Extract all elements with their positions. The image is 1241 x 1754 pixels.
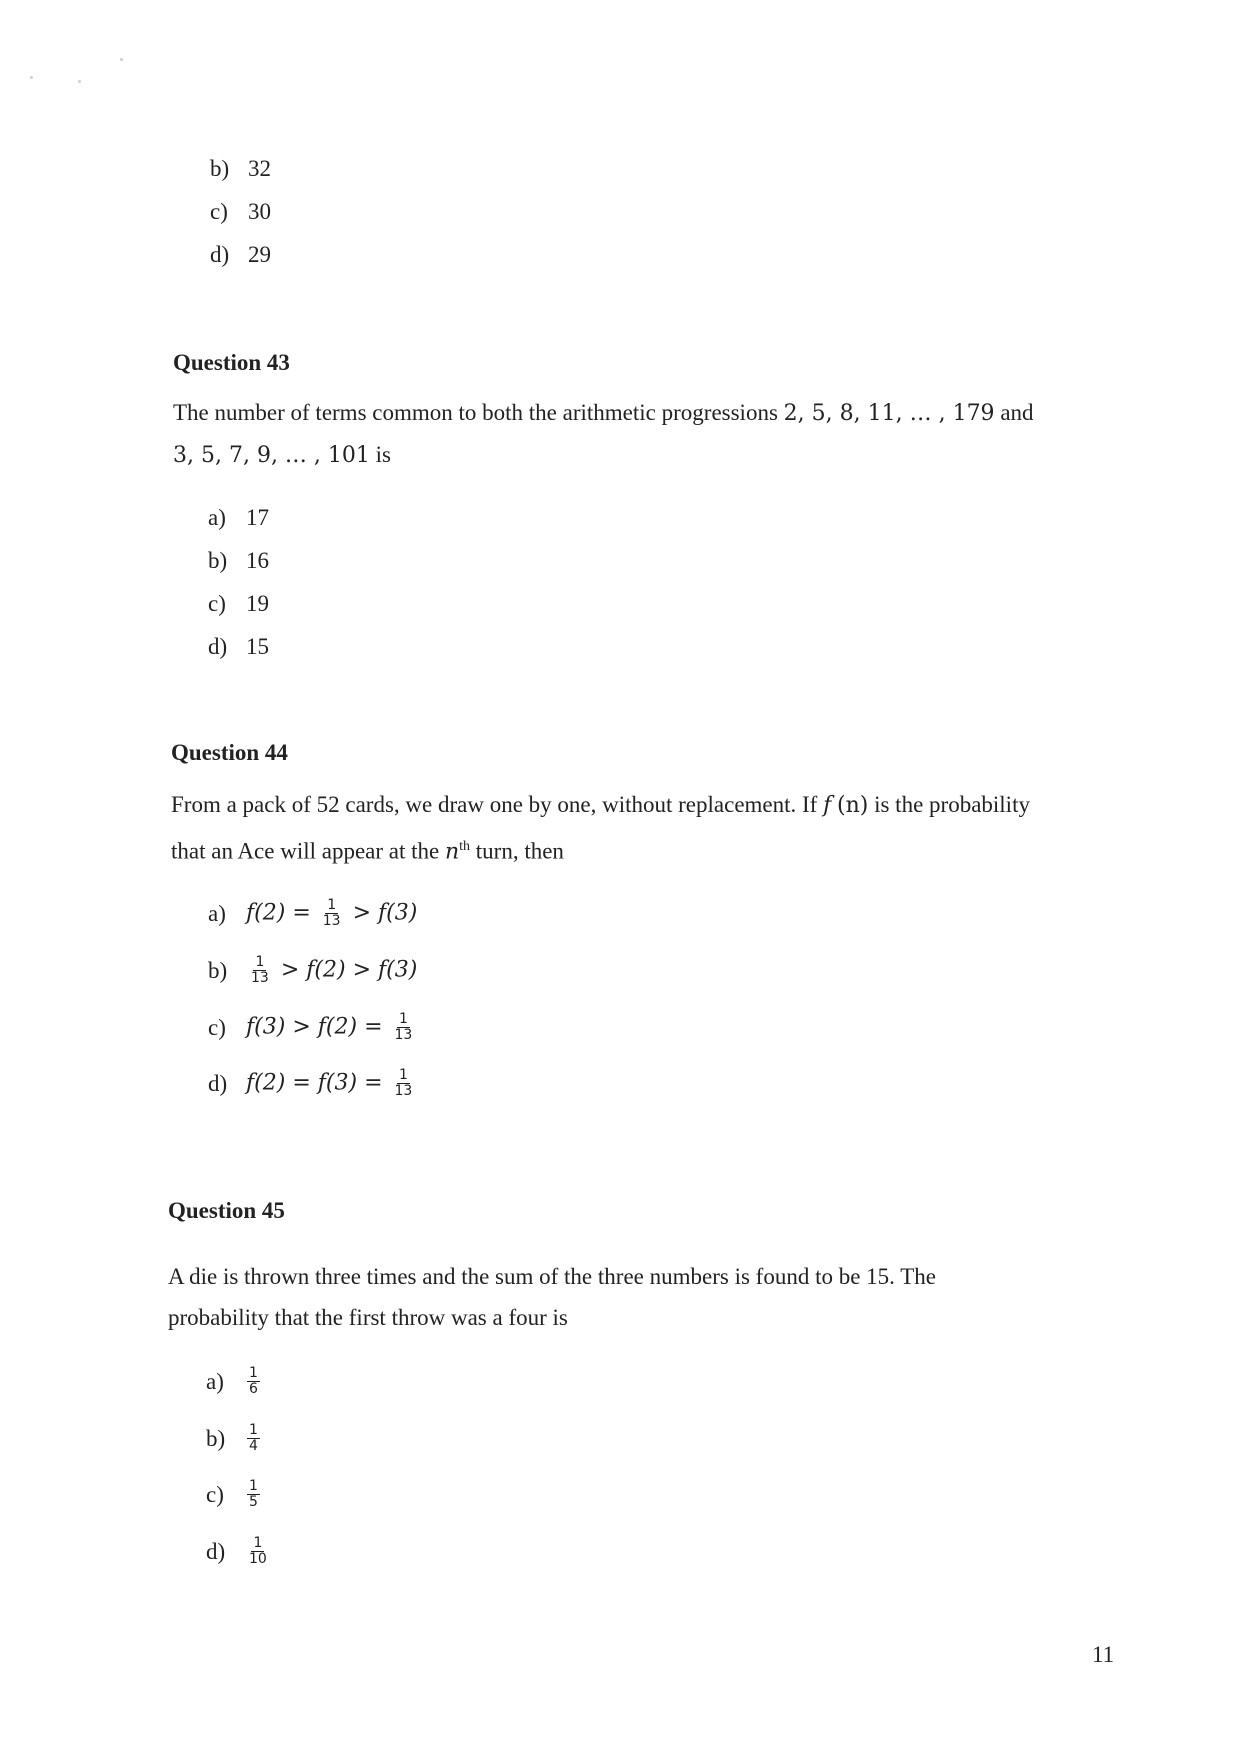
question-text: A die is thrown three times and the sum of the three numbers is found to be 15. The <box>168 1264 937 1289</box>
superscript: th <box>459 839 471 854</box>
math-term: f(3) <box>378 957 418 983</box>
question-text: is <box>369 442 391 467</box>
math-operator: > <box>280 957 300 983</box>
option-label: c) <box>208 1014 226 1040</box>
fraction-denominator: 13 <box>394 1027 413 1043</box>
option-label: d) <box>208 634 228 659</box>
math-term: f(3) <box>378 900 418 926</box>
option-value: 30 <box>248 199 271 224</box>
question-text: From a pack of 52 cards, we draw one by one, without replacement. If <box>171 792 824 817</box>
option-label: c) <box>208 591 226 616</box>
question-43-text <box>173 392 1133 476</box>
math-term: f(2) <box>246 900 286 926</box>
option-label: b) <box>210 156 230 181</box>
option-label: b) <box>206 1425 226 1451</box>
option-d <box>206 1536 272 1567</box>
math-term: f(2) <box>246 1070 286 1096</box>
fraction-numerator: 1 <box>327 897 337 913</box>
option-d <box>208 1068 417 1099</box>
option-c <box>210 199 271 225</box>
option-b <box>210 156 271 182</box>
fraction-denominator: 13 <box>322 913 341 929</box>
math-term: f(2) <box>306 957 346 983</box>
option-d <box>210 242 271 268</box>
question-44-title: Question 44 <box>171 740 288 765</box>
option-value: 29 <box>248 242 271 267</box>
math-f: f <box>823 793 832 818</box>
scan-speck <box>120 58 123 61</box>
option-b <box>208 548 269 574</box>
option-b <box>208 955 417 986</box>
math-term: f(2) <box>317 1014 358 1040</box>
option-label: d) <box>210 242 230 267</box>
scan-speck <box>78 80 81 83</box>
option-a <box>208 898 417 929</box>
math-operator: = <box>364 1070 383 1096</box>
math-term: f(3) <box>317 1070 358 1096</box>
option-label: a) <box>206 1368 224 1394</box>
option-formula <box>246 955 417 986</box>
option-value: 19 <box>246 591 269 616</box>
fraction-numerator: 1 <box>249 1478 258 1494</box>
fraction <box>393 1012 415 1043</box>
fraction-numerator: 1 <box>255 954 265 970</box>
math-operator: = <box>292 1070 311 1096</box>
option-d <box>208 634 269 660</box>
question-text: turn, then <box>470 838 564 864</box>
fraction-numerator: 1 <box>253 1535 263 1551</box>
fraction <box>247 1423 260 1454</box>
option-label: a) <box>208 900 226 926</box>
fraction-denominator: 13 <box>394 1083 413 1099</box>
option-b <box>206 1423 263 1454</box>
fraction-denominator: 5 <box>249 1494 258 1510</box>
question-44-text <box>171 784 1171 873</box>
option-value: 17 <box>246 505 269 530</box>
option-c <box>206 1479 263 1510</box>
fraction-denominator: 4 <box>249 1438 258 1454</box>
scan-speck <box>30 76 33 79</box>
fraction-numerator: 1 <box>249 1365 258 1381</box>
fraction <box>249 955 271 986</box>
question-text: that an Ace will appear at the <box>171 838 445 864</box>
option-label: b) <box>208 957 228 983</box>
option-formula <box>246 898 417 929</box>
math-n: n <box>444 839 460 865</box>
fraction-numerator: 1 <box>398 1067 408 1083</box>
option-formula <box>246 1012 417 1043</box>
option-label: d) <box>208 1070 228 1096</box>
fraction <box>247 1366 260 1397</box>
math-operator: = <box>292 900 311 926</box>
fraction <box>247 1536 269 1567</box>
option-value: 16 <box>246 548 269 573</box>
question-text: probability that the first throw was a four is <box>168 1305 568 1330</box>
option-c <box>208 591 269 617</box>
question-45-title: Question 45 <box>168 1198 285 1223</box>
question-45-text <box>168 1256 1168 1338</box>
math-n: (n) <box>837 793 869 818</box>
option-c <box>208 1012 417 1043</box>
fraction <box>247 1479 260 1510</box>
math-sequence: 3, 5, 7, 9, … , 101 <box>173 443 370 468</box>
fraction <box>321 898 343 929</box>
page-number: 11 <box>1092 1642 1115 1667</box>
option-label: a) <box>208 505 226 530</box>
question-text: The number of terms common to both the arithmetic progressions <box>173 400 784 425</box>
question-text: and <box>994 400 1034 425</box>
math-operator: = <box>364 1014 383 1040</box>
math-operator: > <box>352 957 372 983</box>
question-text: is the probability <box>868 792 1030 817</box>
fraction-numerator: 1 <box>398 1011 408 1027</box>
math-operator: > <box>352 900 372 926</box>
fraction <box>393 1068 415 1099</box>
option-label: d) <box>206 1538 226 1564</box>
math-operator: > <box>292 1014 311 1040</box>
option-label: b) <box>208 548 228 573</box>
option-value: 32 <box>248 156 271 181</box>
math-sequence: 2, 5, 8, 11, … , 179 <box>783 401 995 426</box>
fraction-denominator: 13 <box>251 970 269 986</box>
option-formula <box>246 1068 417 1099</box>
option-a <box>206 1366 263 1397</box>
math-term: f(3) <box>246 1014 286 1040</box>
option-a <box>208 505 269 531</box>
option-label: c) <box>206 1481 224 1507</box>
fraction-denominator: 6 <box>249 1381 258 1397</box>
option-label: c) <box>210 199 228 224</box>
fraction-numerator: 1 <box>249 1422 258 1438</box>
option-value: 15 <box>246 634 269 659</box>
question-43-title: Question 43 <box>173 350 290 375</box>
fraction-denominator: 10 <box>249 1551 267 1567</box>
